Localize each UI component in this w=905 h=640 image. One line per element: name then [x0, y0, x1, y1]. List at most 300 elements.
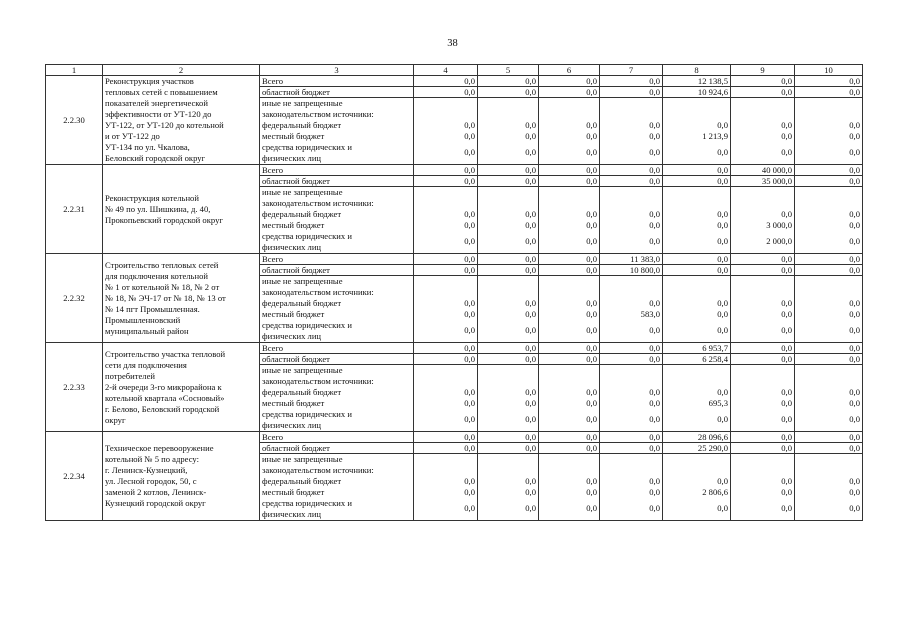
- value-regional: 10 924,6: [663, 87, 731, 98]
- value-legal: 0,0: [586, 325, 597, 335]
- value-legal: 0,0: [586, 414, 597, 424]
- value-total: 0,0: [478, 165, 539, 176]
- description-line: Беловский городской округ: [105, 153, 206, 163]
- value-total: 0,0: [600, 165, 663, 176]
- table-row: [46, 343, 863, 354]
- value-federal: 0,0: [464, 476, 475, 486]
- item-description: [103, 432, 260, 521]
- value-federal: 0,0: [464, 298, 475, 308]
- value-total: 0,0: [478, 254, 539, 265]
- item-description: [103, 165, 260, 254]
- value-regional: 0,0: [414, 265, 478, 276]
- description-line: округ: [105, 414, 126, 425]
- value-regional: 0,0: [478, 354, 539, 365]
- value-total: 0,0: [795, 76, 863, 87]
- description-line: г. Ленинск-Кузнецкий,: [105, 465, 188, 475]
- value-local: 0,0: [586, 220, 597, 230]
- value-local: 0,0: [849, 398, 860, 408]
- value-federal: 0,0: [464, 209, 475, 219]
- description-line: № 1 от котельной № 18, № 2 от: [105, 281, 220, 292]
- item-number: 2.2.33: [46, 343, 103, 432]
- description-line: тепловых сетей с повышением: [105, 87, 218, 97]
- value-federal: 0,0: [525, 476, 536, 486]
- column-header: 4: [414, 65, 478, 76]
- source-other: [260, 365, 414, 432]
- value-total: 0,0: [731, 76, 795, 87]
- source-federal: федеральный бюджет: [262, 120, 342, 130]
- value-local: 0,0: [649, 220, 660, 230]
- value-total: 0,0: [795, 343, 863, 354]
- description-line: заменой 2 котлов, Ленинск-: [105, 487, 207, 497]
- source-other-label: законодательством источники:: [262, 198, 374, 208]
- value-local: 0,0: [781, 309, 792, 319]
- source-total: Всего: [260, 432, 414, 443]
- value-total: 0,0: [731, 343, 795, 354]
- column-header: 3: [260, 65, 414, 76]
- value-sources: [478, 98, 539, 165]
- description-line: котельной квартала «Сосновый»: [105, 392, 225, 403]
- value-total: 0,0: [663, 165, 731, 176]
- value-federal: 0,0: [781, 209, 792, 219]
- value-total: 0,0: [478, 343, 539, 354]
- value-legal: 0,0: [717, 147, 728, 157]
- value-total: 6 953,7: [663, 343, 731, 354]
- source-other-label: законодательством источники:: [262, 287, 374, 297]
- value-regional: 0,0: [539, 265, 600, 276]
- value-federal: 0,0: [649, 209, 660, 219]
- value-sources: [663, 454, 731, 521]
- value-federal: 0,0: [586, 120, 597, 130]
- item-description: [103, 76, 260, 165]
- value-federal: 0,0: [849, 298, 860, 308]
- value-regional: 0,0: [600, 354, 663, 365]
- value-sources: [414, 187, 478, 254]
- value-legal: 0,0: [649, 236, 660, 246]
- source-legal: средства юридических и: [262, 320, 352, 330]
- value-sources: [795, 187, 863, 254]
- value-total: 0,0: [600, 76, 663, 87]
- value-local: 0,0: [586, 309, 597, 319]
- value-legal: 0,0: [781, 147, 792, 157]
- value-sources: [539, 365, 600, 432]
- source-total: Всего: [260, 343, 414, 354]
- description-line: 2-й очереди 3-го микрорайона к: [105, 381, 222, 392]
- table-row: [46, 432, 863, 443]
- value-total: 12 138,5: [663, 76, 731, 87]
- value-local: 0,0: [525, 220, 536, 230]
- value-regional: 10 800,0: [600, 265, 663, 276]
- value-legal: 0,0: [849, 325, 860, 335]
- description-line: и от УТ-122 до: [105, 131, 160, 141]
- description-line: № 49 по ул. Шишкина, д. 40,: [105, 203, 211, 214]
- table-row: [46, 76, 863, 87]
- value-sources: [478, 276, 539, 343]
- value-sources: [795, 365, 863, 432]
- value-federal: 0,0: [649, 120, 660, 130]
- value-local: 0,0: [525, 131, 536, 141]
- value-sources: [539, 187, 600, 254]
- page-number: 38: [447, 38, 458, 49]
- value-legal: 0,0: [464, 325, 475, 335]
- value-regional: 0,0: [663, 176, 731, 187]
- value-federal: 0,0: [586, 298, 597, 308]
- value-sources: [478, 454, 539, 521]
- value-federal: 0,0: [464, 120, 475, 130]
- value-legal: 2 000,0: [766, 236, 792, 246]
- value-federal: 0,0: [717, 476, 728, 486]
- value-legal: 0,0: [586, 503, 597, 513]
- value-legal: 0,0: [781, 325, 792, 335]
- column-header: 7: [600, 65, 663, 76]
- value-regional: 0,0: [731, 87, 795, 98]
- item-number: 2.2.30: [46, 76, 103, 165]
- description-line: Строительство тепловых сетей: [105, 259, 219, 270]
- value-sources: [731, 276, 795, 343]
- item-number: 2.2.32: [46, 254, 103, 343]
- value-federal: 0,0: [586, 209, 597, 219]
- value-federal: 0,0: [525, 298, 536, 308]
- value-total: 0,0: [795, 165, 863, 176]
- source-regional: областной бюджет: [260, 176, 414, 187]
- value-total: 0,0: [414, 343, 478, 354]
- description-line: потребителей: [105, 370, 155, 381]
- value-federal: 0,0: [781, 476, 792, 486]
- value-federal: 0,0: [781, 298, 792, 308]
- source-legal: физических лиц: [262, 153, 322, 163]
- value-total: 0,0: [600, 432, 663, 443]
- value-regional: 0,0: [414, 87, 478, 98]
- value-sources: [663, 187, 731, 254]
- source-local: местный бюджет: [262, 398, 325, 408]
- description-line: Техническое перевооружение: [105, 443, 214, 453]
- source-other-label: законодательством источники:: [262, 109, 374, 119]
- value-legal: 0,0: [586, 147, 597, 157]
- value-legal: 0,0: [717, 236, 728, 246]
- budget-table: [45, 64, 863, 521]
- description-line: Промышленновский: [105, 314, 181, 325]
- value-sources: [539, 454, 600, 521]
- column-header: 6: [539, 65, 600, 76]
- value-regional: 0,0: [539, 354, 600, 365]
- value-regional: 0,0: [795, 87, 863, 98]
- value-local: 0,0: [525, 309, 536, 319]
- source-other-label: иные не запрещенные: [262, 187, 343, 197]
- column-header: 1: [46, 65, 103, 76]
- table-row: [46, 165, 863, 176]
- value-legal: 0,0: [525, 147, 536, 157]
- value-regional: 0,0: [731, 443, 795, 454]
- value-legal: 0,0: [586, 236, 597, 246]
- source-local: местный бюджет: [262, 220, 325, 230]
- table-row: [46, 254, 863, 265]
- value-total: 0,0: [795, 432, 863, 443]
- value-regional: 0,0: [539, 443, 600, 454]
- value-total: 0,0: [478, 432, 539, 443]
- description-line: № 18, № ЭЧ-17 от № 18, № 13 от: [105, 292, 226, 303]
- value-legal: 0,0: [717, 503, 728, 513]
- source-regional: областной бюджет: [260, 443, 414, 454]
- value-regional: 0,0: [731, 265, 795, 276]
- value-local: 0,0: [586, 131, 597, 141]
- source-local: местный бюджет: [262, 487, 325, 497]
- value-local: 0,0: [586, 398, 597, 408]
- value-legal: 0,0: [649, 147, 660, 157]
- value-total: 0,0: [795, 254, 863, 265]
- source-local: местный бюджет: [262, 131, 325, 141]
- value-total: 0,0: [539, 76, 600, 87]
- description-line: сети для подключения: [105, 359, 187, 370]
- value-federal: 0,0: [717, 120, 728, 130]
- item-number: 2.2.31: [46, 165, 103, 254]
- value-legal: 0,0: [849, 414, 860, 424]
- value-local: 0,0: [781, 131, 792, 141]
- value-regional: 35 000,0: [731, 176, 795, 187]
- value-legal: 0,0: [525, 503, 536, 513]
- description-line: ул. Лесной городок, 50, с: [105, 476, 197, 486]
- value-sources: [414, 365, 478, 432]
- value-regional: 25 290,0: [663, 443, 731, 454]
- value-federal: 0,0: [586, 387, 597, 397]
- value-local: 0,0: [649, 398, 660, 408]
- item-number: 2.2.34: [46, 432, 103, 521]
- source-regional: областной бюджет: [260, 265, 414, 276]
- value-local: 0,0: [849, 309, 860, 319]
- value-legal: 0,0: [525, 325, 536, 335]
- value-sources: [414, 454, 478, 521]
- value-regional: 6 258,4: [663, 354, 731, 365]
- source-legal: физических лиц: [262, 242, 322, 252]
- value-legal: 0,0: [849, 503, 860, 513]
- value-federal: 0,0: [464, 387, 475, 397]
- value-local: 0,0: [464, 309, 475, 319]
- value-legal: 0,0: [464, 236, 475, 246]
- value-regional: 0,0: [795, 443, 863, 454]
- value-local: 0,0: [525, 487, 536, 497]
- description-line: эффективности от УТ-120 до: [105, 109, 212, 119]
- description-line: для подключения котельной: [105, 270, 208, 281]
- value-sources: [600, 276, 663, 343]
- description-line: Реконструкция участков: [105, 76, 194, 86]
- value-regional: 0,0: [795, 354, 863, 365]
- value-federal: 0,0: [849, 120, 860, 130]
- source-other-label: иные не запрещенные: [262, 276, 343, 286]
- value-sources: [539, 276, 600, 343]
- value-regional: 0,0: [795, 265, 863, 276]
- value-sources: [795, 454, 863, 521]
- value-local: 0,0: [464, 487, 475, 497]
- source-legal: средства юридических и: [262, 498, 352, 508]
- value-local: 3 000,0: [766, 220, 792, 230]
- value-legal: 0,0: [849, 147, 860, 157]
- value-sources: [478, 187, 539, 254]
- value-sources: [731, 98, 795, 165]
- value-local: 0,0: [849, 220, 860, 230]
- value-total: 0,0: [539, 343, 600, 354]
- value-sources: [731, 365, 795, 432]
- value-federal: 0,0: [717, 298, 728, 308]
- description-line: Реконструкция котельной: [105, 192, 199, 203]
- column-header: 10: [795, 65, 863, 76]
- value-total: 0,0: [414, 432, 478, 443]
- value-local: 2 806,6: [702, 487, 728, 497]
- value-total: 0,0: [731, 254, 795, 265]
- value-sources: [795, 98, 863, 165]
- value-sources: [600, 365, 663, 432]
- value-total: 0,0: [478, 76, 539, 87]
- value-regional: 0,0: [795, 176, 863, 187]
- value-legal: 0,0: [849, 236, 860, 246]
- source-legal: физических лиц: [262, 331, 322, 341]
- source-other: [260, 187, 414, 254]
- value-local: 0,0: [464, 131, 475, 141]
- item-description: [103, 343, 260, 432]
- source-federal: федеральный бюджет: [262, 298, 342, 308]
- value-sources: [731, 187, 795, 254]
- source-local: местный бюджет: [262, 309, 325, 319]
- value-federal: 0,0: [586, 476, 597, 486]
- value-local: 0,0: [717, 220, 728, 230]
- source-federal: федеральный бюджет: [262, 387, 342, 397]
- value-federal: 0,0: [717, 387, 728, 397]
- source-regional: областной бюджет: [260, 87, 414, 98]
- source-legal: средства юридических и: [262, 142, 352, 152]
- value-federal: 0,0: [649, 387, 660, 397]
- source-other-label: иные не запрещенные: [262, 98, 343, 108]
- value-federal: 0,0: [649, 298, 660, 308]
- value-local: 1 213,9: [702, 131, 728, 141]
- description-line: муниципальный район: [105, 325, 189, 336]
- value-legal: 0,0: [464, 147, 475, 157]
- value-regional: 0,0: [600, 443, 663, 454]
- value-sources: [600, 98, 663, 165]
- value-local: 0,0: [849, 487, 860, 497]
- column-header: 5: [478, 65, 539, 76]
- value-regional: 0,0: [539, 176, 600, 187]
- value-sources: [795, 276, 863, 343]
- value-sources: [414, 276, 478, 343]
- value-local: 583,0: [640, 309, 660, 319]
- value-regional: 0,0: [414, 176, 478, 187]
- value-total: 0,0: [539, 432, 600, 443]
- value-federal: 0,0: [849, 387, 860, 397]
- value-regional: 0,0: [600, 176, 663, 187]
- description-line: УТ-134 по ул. Чкалова,: [105, 142, 190, 152]
- value-total: 0,0: [414, 254, 478, 265]
- value-regional: 0,0: [414, 354, 478, 365]
- value-federal: 0,0: [525, 209, 536, 219]
- source-other: [260, 454, 414, 521]
- value-regional: 0,0: [731, 354, 795, 365]
- value-legal: 0,0: [781, 503, 792, 513]
- value-legal: 0,0: [717, 325, 728, 335]
- description-line: котельной № 5 по адресу:: [105, 454, 199, 464]
- value-sources: [478, 365, 539, 432]
- value-total: 0,0: [539, 254, 600, 265]
- source-other: [260, 98, 414, 165]
- value-federal: 0,0: [525, 120, 536, 130]
- value-sources: [414, 98, 478, 165]
- value-legal: 0,0: [464, 503, 475, 513]
- value-total: 28 096,6: [663, 432, 731, 443]
- value-federal: 0,0: [849, 476, 860, 486]
- value-legal: 0,0: [525, 236, 536, 246]
- value-federal: 0,0: [717, 209, 728, 219]
- value-local: 0,0: [586, 487, 597, 497]
- source-other: [260, 276, 414, 343]
- source-federal: федеральный бюджет: [262, 209, 342, 219]
- value-sources: [600, 187, 663, 254]
- source-legal: физических лиц: [262, 420, 322, 430]
- source-total: Всего: [260, 165, 414, 176]
- value-local: 0,0: [464, 220, 475, 230]
- value-sources: [731, 454, 795, 521]
- value-total: 40 000,0: [731, 165, 795, 176]
- value-regional: 0,0: [600, 87, 663, 98]
- value-regional: 0,0: [539, 87, 600, 98]
- column-header: 2: [103, 65, 260, 76]
- description-line: УТ-122, от УТ-120 до котельной: [105, 120, 224, 130]
- value-legal: 0,0: [781, 414, 792, 424]
- description-line: Прокопьевский городской округ: [105, 214, 223, 225]
- value-local: 0,0: [781, 487, 792, 497]
- value-legal: 0,0: [717, 414, 728, 424]
- source-other-label: иные не запрещенные: [262, 454, 343, 464]
- value-sources: [663, 365, 731, 432]
- value-total: 0,0: [663, 254, 731, 265]
- value-legal: 0,0: [649, 503, 660, 513]
- value-total: 0,0: [414, 76, 478, 87]
- value-local: 0,0: [649, 487, 660, 497]
- source-legal: средства юридических и: [262, 231, 352, 241]
- value-local: 0,0: [781, 398, 792, 408]
- value-local: 0,0: [525, 398, 536, 408]
- value-sources: [600, 454, 663, 521]
- value-regional: 0,0: [414, 443, 478, 454]
- value-legal: 0,0: [464, 414, 475, 424]
- value-regional: 0,0: [663, 265, 731, 276]
- value-local: 695,3: [708, 398, 728, 408]
- source-other-label: законодательством источники:: [262, 465, 374, 475]
- value-federal: 0,0: [781, 120, 792, 130]
- value-regional: 0,0: [478, 265, 539, 276]
- value-legal: 0,0: [649, 325, 660, 335]
- value-total: 11 383,0: [600, 254, 663, 265]
- value-regional: 0,0: [478, 87, 539, 98]
- item-description: [103, 254, 260, 343]
- source-legal: физических лиц: [262, 509, 322, 519]
- value-sources: [663, 98, 731, 165]
- description-line: № 14 пгт Промышленная.: [105, 303, 200, 314]
- value-local: 0,0: [717, 309, 728, 319]
- value-legal: 0,0: [649, 414, 660, 424]
- table-header: [46, 65, 863, 76]
- column-header: 9: [731, 65, 795, 76]
- value-local: 0,0: [464, 398, 475, 408]
- description-line: показателей энергетической: [105, 98, 208, 108]
- source-federal: федеральный бюджет: [262, 476, 342, 486]
- value-regional: 0,0: [478, 176, 539, 187]
- value-regional: 0,0: [478, 443, 539, 454]
- column-header: 8: [663, 65, 731, 76]
- source-other-label: иные не запрещенные: [262, 365, 343, 375]
- source-other-label: законодательством источники:: [262, 376, 374, 386]
- value-sources: [539, 98, 600, 165]
- value-local: 0,0: [649, 131, 660, 141]
- source-total: Всего: [260, 76, 414, 87]
- description-line: г. Белово, Беловский городской: [105, 403, 220, 414]
- value-legal: 0,0: [525, 414, 536, 424]
- description-line: Кузнецкий городской округ: [105, 498, 206, 508]
